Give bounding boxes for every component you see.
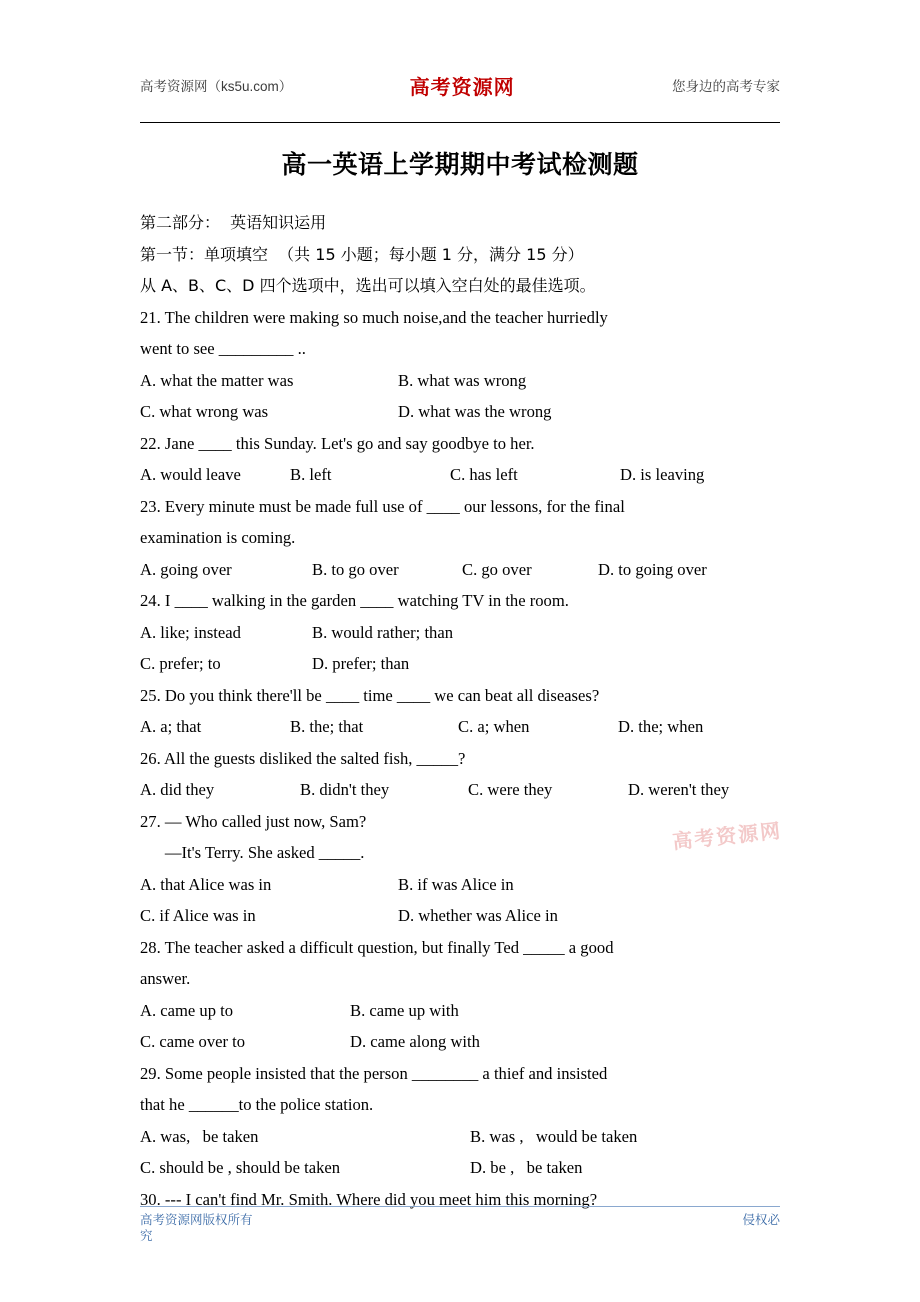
question-item	[140, 585, 780, 680]
option[interactable]: B. didn't they	[300, 780, 390, 799]
option[interactable]: D. came along with	[350, 1032, 480, 1051]
option[interactable]: D. to going over	[598, 559, 707, 579]
option[interactable]: B. left	[290, 465, 332, 484]
option-row	[140, 869, 780, 901]
question-stem: 27. — Who called just now, Sam?	[140, 811, 367, 831]
option[interactable]: D. whether was Alice in	[398, 906, 558, 925]
option[interactable]: C. should be , should be taken	[140, 1158, 341, 1177]
page-title: 高一英语上学期期中考试检测题	[281, 152, 639, 179]
question-stem: —It's Terry. She asked _____.	[140, 843, 365, 862]
option-row	[140, 1121, 780, 1153]
option-row	[140, 774, 780, 806]
option[interactable]: C. if Alice was in	[140, 906, 256, 925]
option[interactable]: A. would leave	[140, 465, 241, 484]
question-stem: examination is coming.	[140, 528, 296, 547]
question-stem: 26. All the guests disliked the salted fish, _____?	[140, 748, 466, 768]
option[interactable]: C. what wrong was	[140, 402, 269, 421]
question-item	[140, 428, 780, 491]
question-item	[140, 491, 780, 586]
header-logo-text: 高考资源网	[409, 76, 515, 99]
question-stem: 24. I ____ walking in the garden ____ watching TV in the room.	[140, 591, 569, 610]
option[interactable]: D. the; when	[618, 717, 704, 736]
question-stem: went to see _________ ..	[140, 339, 306, 358]
footer-divider	[140, 1206, 780, 1207]
option[interactable]: A. a; that	[140, 717, 202, 736]
footer-notice: 侵权必	[742, 1212, 780, 1227]
watermark: 高考资源网	[671, 818, 784, 854]
option[interactable]: C. were they	[468, 780, 553, 799]
question-item	[140, 302, 780, 428]
section-instruction: 从 A、B、C、D 四个选项中，选出可以填入空白处的最佳选项。	[140, 276, 596, 295]
option[interactable]: C. go over	[462, 559, 532, 579]
option[interactable]: C. prefer; to	[140, 654, 221, 673]
option[interactable]: A. did they	[140, 780, 215, 799]
option[interactable]: A. what the matter was	[140, 370, 294, 390]
option-row	[140, 617, 780, 649]
option-row	[140, 1152, 780, 1184]
question-stem: that he ______to the police station.	[140, 1095, 374, 1114]
question-stem: 23. Every minute must be made full use of ____ our lessons, for the final	[140, 496, 625, 516]
option-row	[140, 648, 780, 680]
question-stem: 29. Some people insisted that the person ________ a thief and insisted	[140, 1063, 608, 1083]
question-item	[140, 932, 780, 1058]
question-stem: 30. --- I can't find Mr. Smith. Where did you meet him this morning?	[140, 1189, 598, 1209]
option-row	[140, 396, 780, 428]
option[interactable]: B. would rather; than	[312, 622, 454, 642]
option[interactable]: C. came over to	[140, 1032, 246, 1051]
header-slogan: 您身边的高考专家	[672, 79, 780, 94]
option[interactable]: D. be , be taken	[470, 1158, 583, 1177]
question-stem: 25. Do you think there'll be ____ time ____ we can beat all diseases?	[140, 685, 600, 705]
question-item	[140, 806, 780, 932]
option[interactable]: D. prefer; than	[312, 654, 410, 673]
page-footer	[140, 1206, 780, 1244]
option[interactable]: B. what was wrong	[398, 370, 527, 390]
option[interactable]: B. the; that	[290, 717, 364, 736]
option[interactable]: A. came up to	[140, 1000, 234, 1020]
option[interactable]: C. has left	[450, 465, 518, 484]
option[interactable]: B. to go over	[312, 559, 399, 579]
option[interactable]: A. was, be taken	[140, 1126, 259, 1146]
option-row	[140, 365, 780, 397]
option[interactable]: D. what was the wrong	[398, 402, 552, 421]
option-row	[140, 1026, 780, 1058]
option-row	[140, 995, 780, 1027]
question-item	[140, 680, 780, 743]
header-site-label: 高考资源网（ks5u.com）	[140, 79, 293, 94]
question-stem: 28. The teacher asked a difficult question, but finally Ted _____ a good	[140, 937, 614, 957]
question-stem: 22. Jane ____ this Sunday. Let's go and say goodbye to her.	[140, 433, 535, 453]
option[interactable]: A. going over	[140, 559, 232, 579]
option[interactable]: B. if was Alice in	[398, 874, 514, 894]
option[interactable]: C. a; when	[458, 717, 530, 736]
question-item	[140, 743, 780, 806]
option[interactable]: A. like; instead	[140, 622, 241, 642]
footer-copyright-cont: 究	[140, 1228, 153, 1243]
section-one-label: 第一节：单项填空 （共 15 小题；每小题 1 分，满分 15 分）	[140, 244, 584, 264]
question-item	[140, 1058, 780, 1184]
footer-copyright: 高考资源网版权所有	[140, 1212, 253, 1227]
option-row	[140, 711, 780, 743]
question-stem: answer.	[140, 969, 191, 988]
option[interactable]: A. that Alice was in	[140, 874, 272, 894]
exam-content	[140, 207, 780, 1215]
page-header	[140, 0, 780, 114]
option[interactable]: D. is leaving	[620, 465, 705, 484]
header-divider	[140, 122, 780, 123]
option[interactable]: D. weren't they	[628, 780, 730, 799]
question-stem: 21. The children were making so much noise,and the teacher hurriedly	[140, 307, 608, 327]
option-row	[140, 459, 780, 491]
option[interactable]: B. came up with	[350, 1000, 459, 1020]
section-part-label: 第二部分： 英语知识运用	[140, 213, 327, 232]
option-row	[140, 554, 780, 586]
option[interactable]: B. was , would be taken	[470, 1126, 638, 1146]
option-row	[140, 900, 780, 932]
